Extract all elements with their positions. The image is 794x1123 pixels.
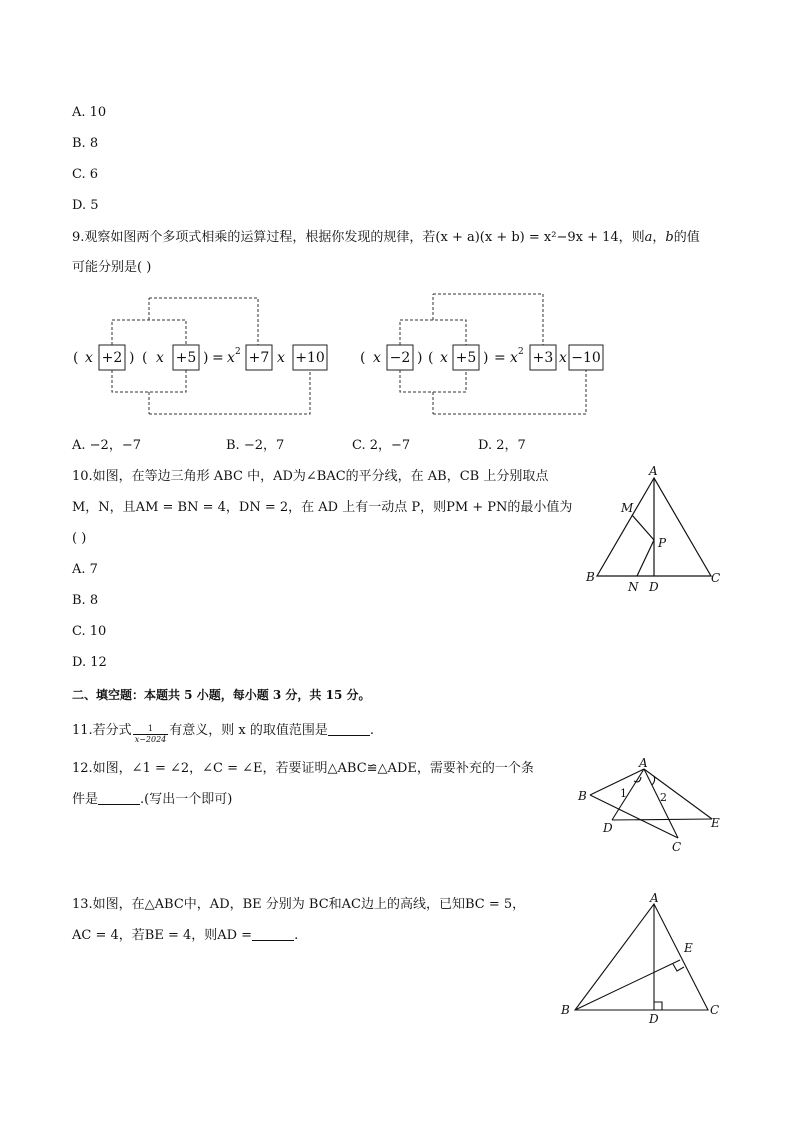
svg-text:(: ( bbox=[73, 350, 79, 366]
svg-text:2: 2 bbox=[235, 347, 241, 357]
q10-option-a: A. 7 bbox=[72, 562, 98, 577]
svg-text:x: x bbox=[85, 350, 93, 366]
q9-right-box2: +5 bbox=[455, 350, 477, 366]
svg-text:=: = bbox=[212, 350, 224, 366]
q12-label-b: B bbox=[578, 789, 587, 803]
q10-label-c: C bbox=[711, 571, 721, 585]
q11-fraction: $\frac{1}{x-2024}$ bbox=[134, 724, 167, 744]
svg-text:2: 2 bbox=[518, 347, 524, 357]
svg-text:): ) bbox=[417, 350, 423, 366]
q9-right-box4: −10 bbox=[571, 350, 601, 366]
q9-option-b: B. −2，7 bbox=[226, 438, 285, 453]
q13-stem-line2: AC = 4，若BE = 4，则AD = . bbox=[72, 928, 299, 943]
svg-text:x: x bbox=[440, 350, 448, 366]
q8-option-b: B. 8 bbox=[72, 136, 99, 151]
q10-option-c: C. 10 bbox=[72, 624, 107, 639]
q9-stem-line1: 9.观察如图两个多项式相乘的运算过程，根据你发现的规律，若(x + a)(x + b) = x²−9x + 14，则a，b的值 bbox=[72, 230, 700, 245]
q12-stem-line2: 件是 .(写出一个即可) bbox=[72, 792, 233, 807]
q10-label-a: A bbox=[649, 464, 658, 478]
q10-option-d: D. 12 bbox=[72, 655, 107, 670]
svg-text:=: = bbox=[494, 350, 506, 366]
q9-right-box1: −2 bbox=[389, 350, 411, 366]
q9-option-c: C. 2，−7 bbox=[352, 438, 411, 453]
svg-text:): ) bbox=[129, 350, 135, 366]
svg-text:): ) bbox=[203, 350, 209, 366]
q9-right-box3: +3 bbox=[532, 350, 554, 366]
svg-text:(: ( bbox=[142, 350, 148, 366]
q12-label-c: C bbox=[672, 840, 682, 854]
q12-angle-2: 2 bbox=[660, 791, 667, 804]
q10-stem-line1: 10.如图，在等边三角形 ABC 中，AD为∠BAC的平分线，在 AB，CB 上分别取点 bbox=[72, 469, 549, 484]
q9-figure bbox=[60, 290, 620, 420]
q10-stem-line2: M，N，且AM = BN = 4，DN = 2，在 AD 上有一动点 P，则PM + PN的最小值为 bbox=[72, 500, 573, 515]
q11-answer-blank[interactable] bbox=[328, 723, 370, 736]
q13-label-a: A bbox=[650, 891, 659, 905]
q10-stem-line3: ( ) bbox=[72, 531, 87, 546]
q10-label-p: P bbox=[658, 536, 667, 550]
svg-text:(: ( bbox=[428, 350, 434, 366]
q13-figure bbox=[556, 890, 732, 1026]
q10-option-b: B. 8 bbox=[72, 593, 99, 608]
q13-answer-blank[interactable] bbox=[252, 928, 294, 941]
q10-label-d: D bbox=[649, 580, 659, 594]
section-2-title: 二、填空题：本题共 5 小题，每小题 3 分，共 15 分。 bbox=[72, 688, 371, 702]
q9-option-d: D. 2，7 bbox=[478, 438, 526, 453]
svg-text:x: x bbox=[510, 350, 518, 366]
q12-stem-line1: 12.如图，∠1 = ∠2，∠C = ∠E，若要证明△ABC≌△ADE，需要补充的一个条 bbox=[72, 761, 534, 776]
q9-left-box3: +7 bbox=[248, 350, 270, 366]
q8-option-c: C. 6 bbox=[72, 167, 99, 182]
q8-option-d: D. 5 bbox=[72, 198, 99, 213]
q10-figure bbox=[580, 462, 730, 598]
svg-text:x: x bbox=[277, 350, 285, 366]
q13-label-c: C bbox=[710, 1003, 720, 1017]
q10-label-n: N bbox=[628, 580, 639, 594]
q12-label-e: E bbox=[711, 816, 720, 830]
svg-text:): ) bbox=[483, 350, 489, 366]
q12-figure bbox=[570, 757, 730, 857]
q10-label-m: M bbox=[621, 501, 634, 515]
q13-stem-line1: 13.如图，在△ABC中，AD，BE 分别为 BC和AC边上的高线，已知BC = 5， bbox=[72, 897, 526, 912]
q9-option-a: A. −2，−7 bbox=[72, 438, 141, 453]
q9-stem-line2: 可能分别是( ) bbox=[72, 260, 152, 275]
q13-label-b: B bbox=[561, 1003, 570, 1017]
q13-label-d: D bbox=[649, 1012, 659, 1026]
svg-text:(: ( bbox=[360, 350, 366, 366]
q9-left-box1: +2 bbox=[101, 350, 123, 366]
q9-left-box4: +10 bbox=[295, 350, 325, 366]
q9-left-box2: +5 bbox=[175, 350, 197, 366]
q12-angle-1: 1 bbox=[620, 787, 627, 800]
svg-text:x: x bbox=[227, 350, 235, 366]
q12-answer-blank[interactable] bbox=[98, 792, 140, 805]
svg-text:x: x bbox=[373, 350, 381, 366]
q8-option-a: A. 10 bbox=[72, 105, 107, 120]
q13-label-e: E bbox=[684, 941, 693, 955]
q10-label-b: B bbox=[586, 570, 595, 584]
q12-label-a: A bbox=[639, 757, 648, 770]
q12-label-d: D bbox=[603, 821, 613, 835]
svg-text:x: x bbox=[559, 350, 567, 366]
svg-text:x: x bbox=[156, 350, 164, 366]
q11-stem: 11.若分式 $\frac{1}{x-2024}$ 有意义，则 x 的取值范围是 . bbox=[72, 723, 375, 744]
